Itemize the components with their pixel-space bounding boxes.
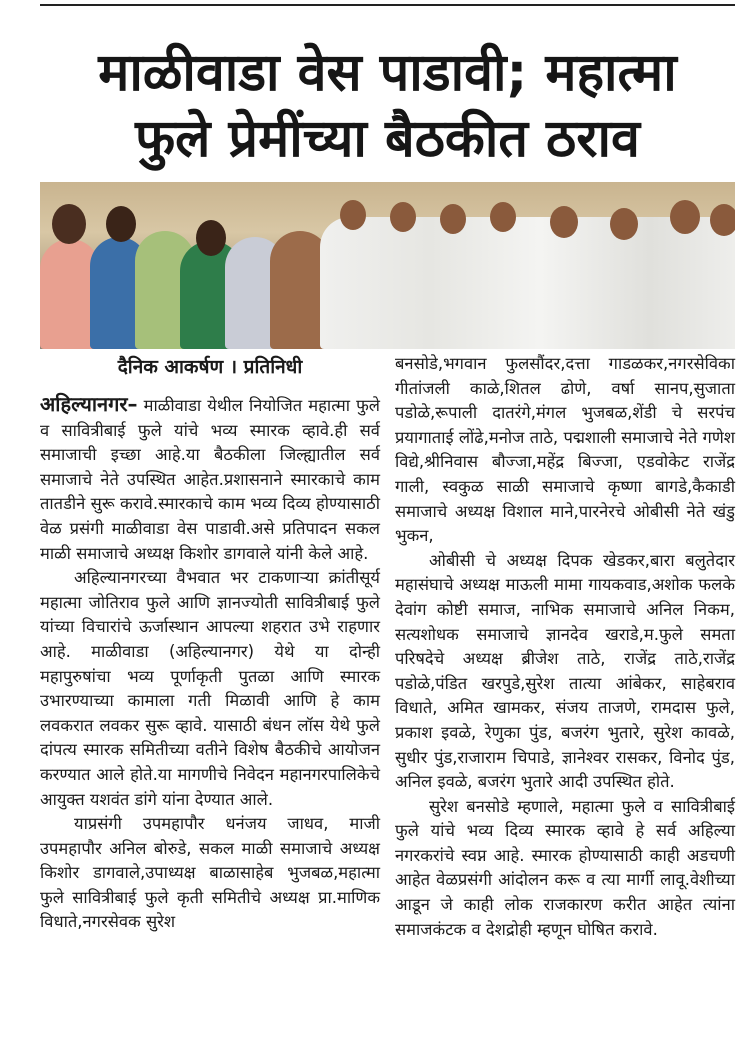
paragraph-4: ओबीसी चे अध्यक्ष दिपक खेडकर,बारा बलुतेदार महासंघाचे अध्यक्ष माऊली मामा गायकवाड,अशोक फलके देवांग कोष्टी समाज, नाभिक समाजाचे अनिल निकम, सत्यशोधक समाजाचे ज्ञानदेव खराडे,म.फुले समता परिषदेचे अध्यक्ष ब्रीजेश ताठे, राजेंद्र ताठे,राजेंद्र पडोळे,पंडित खरपुडे,सुरेश तात्या आंबेकर, साहेबराव विधाते, अमित खामकर, संजय ताजणे, रामदास फुले, प्रकाश इवळे, रेणुका पुंड, बजरंग भुतारे, सुरेश कावळे, सुधीर पुंड,राजाराम चिपाडे, ज्ञानेश्वर रासकर, विनोद पुंड, अनिल इवळे, बजरंग भुतारे आदी उपस्थित होते. <box>395 550 735 792</box>
paragraph-3: याप्रसंगी उपमहापौर धनंजय जाधव, माजी उपमहापौर अनिल बोरुडे, सकल माळी समाजाचे अध्यक्ष किशोर डागवाले,उपाध्यक्ष बाळासाहेब भुजबळ,महात्मा फुले सावित्रीबाई फुले कृती समितीचे अध्यक्ष प्रा.माणिक विधाते,नगरसेवक सुरेश <box>40 814 380 932</box>
paragraph-3-continued: बनसोडे,भगवान फुलसौंदर,दत्ता गाडळकर,नगरसेविका गीतांजली काळे,शितल ढोणे, वर्षा सानप,सुजाता पडोळे,रूपाली दातरंगे,मंगल भुजबळ,शेंडी चे सरपंच प्रयागाताई लोंढे,मनोज ताठे, पद्मशाली समाजाचे नेते गणेश विद्ये,श्रीनिवास बौज्जा,महेंद्र बिज्जा, एडवोकेट राजेंद्र गाली, स्वकुळ साळी समाजाचे कृष्णा बागडे,कैकाडी समाजाचे अध्यक्ष विशाल माने,पारनेरचे ओबीसी नेते खंडु भुकन, <box>395 354 735 546</box>
paragraph-5: सुरेश बनसोडे म्हणाले, महात्मा फुले व सावित्रीबाई फुले यांचे भव्य दिव्य स्मारक व्हावे हे सर्व अहिल्या नगरकरांचे स्वप्न आहे. स्मारक होण्यासाठी काही अडचणी आहेत वेळप्रसंगी आंदोलन करू व त्या मार्गी लावू.वेशीच्या आडून जे काही लोक राजकारण करीत आहेत त्यांना समाजकंटक व देशद्रोही म्हणून घोषित करावे. <box>395 796 735 939</box>
paragraph-2: अहिल्यानगरच्या वैभवात भर टाकणाऱ्या क्रांतीसूर्य महात्मा जोतिराव फुले आणि ज्ञानज्योती सावित्रीबाई फुले यांच्या विचारांचे ऊर्जास्थान आपल्या शहरात उभे राहणार आहे. माळीवाडा (अहिल्यानगर) येथे या दोन्ही महापुरुषांचा भव्य पूर्णाकृती पुतळा आणि स्मारक उभारण्याच्या कामाला गती मिळावी आणि हे काम लवकरात लवकर सुरू व्हावे. यासाठी बंधन लॉस येथे फुले दांपत्य स्मारक समितीच्या वतीने विशेष बैठकीचे आयोजन करण्यात आले होते.या मागणीचे निवेदन महानगरपालिकेचे आयुक्त यशवंत डांगे यांना देण्यात आले. <box>40 568 380 809</box>
byline: दैनिक आकर्षण । प्रतिनिधी <box>117 356 303 378</box>
top-rule <box>40 4 735 6</box>
paragraph-1 <box>40 392 380 566</box>
news-photo <box>40 182 735 349</box>
article-column-1 <box>40 352 380 935</box>
headline <box>40 40 735 172</box>
paragraph-1-text: माळीवाडा येथील नियोजित महात्मा फुले व सावित्रीबाई फुले यांचे भव्य स्मारक व्हावे.ही सर्व समाजाची इच्छा आहे.या बैठकीला जिल्ह्यातील सर्व समाजाचे नेते उपस्थित आहेत.प्रशासनाने स्मारकाचे काम तातडीने सुरू करावे.स्मारकाचे काम भव्य दिव्य होण्यासाठी वेळ प्रसंगी माळीवाडा वेस पाडावी.असे प्रतिपादन सकल माळी समाजाचे अध्यक्ष किशोर डागवाले यांनी केले आहे. <box>40 396 380 563</box>
article-column-2 <box>395 352 735 942</box>
headline-line-2: फुले प्रेमींच्या बैठकीत ठराव <box>135 109 640 169</box>
dateline: अहिल्यानगर– <box>40 392 138 416</box>
headline-line-1: माळीवाडा वेस पाडावी; महात्मा <box>98 43 677 103</box>
